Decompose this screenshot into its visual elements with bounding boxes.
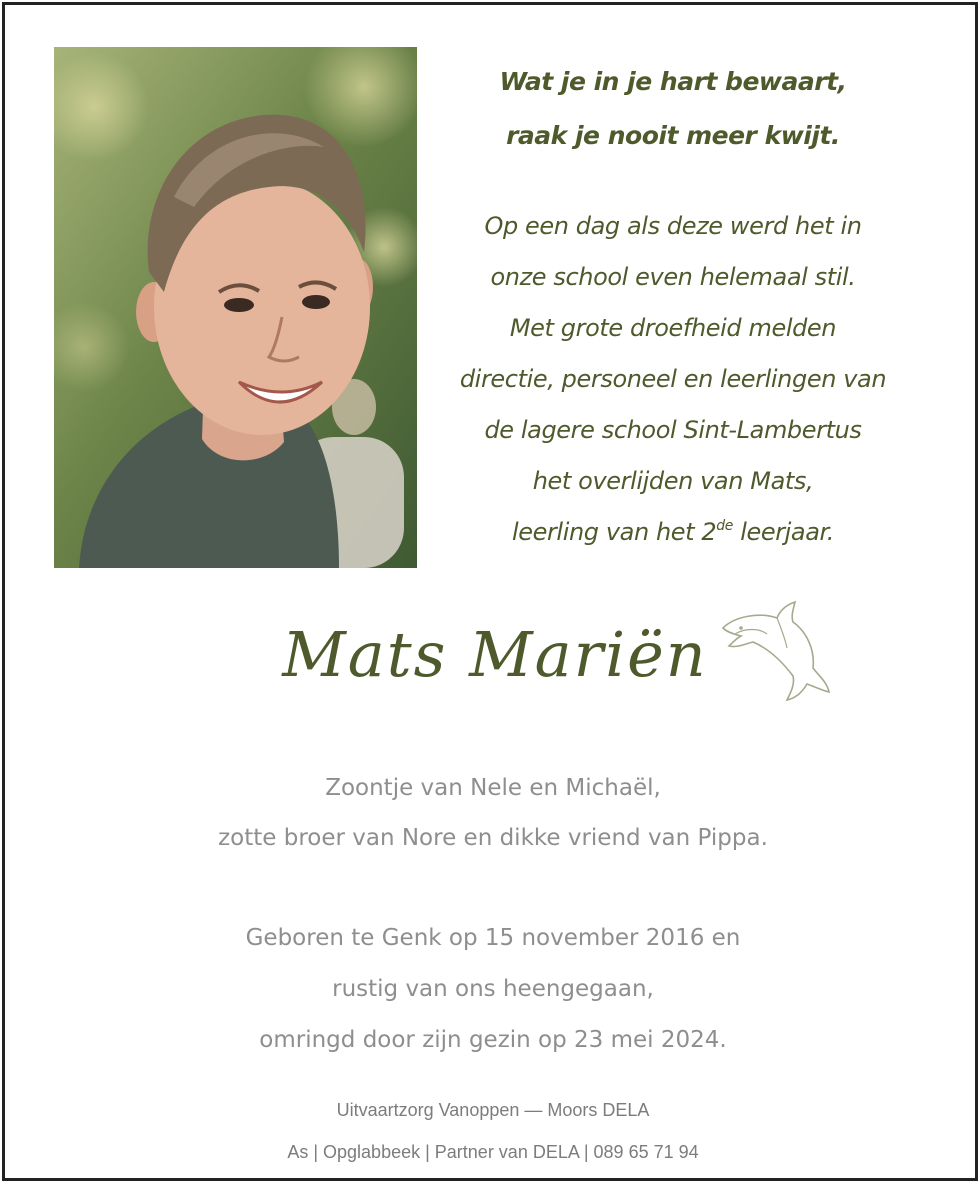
grade-suffix: de [716, 518, 733, 534]
grade-text-end: leerjaar. [732, 518, 835, 546]
funeral-home-name: Uitvaartzorg Vanoppen — Moors DELA [336, 1100, 650, 1120]
family-relations [5, 763, 980, 863]
birth-death-details [5, 913, 980, 1066]
deceased-name: Mats Mariën [282, 618, 708, 691]
family-line-1: Zoontje van Nele en Michaël, [325, 775, 661, 801]
portrait-photo [54, 47, 417, 568]
obituary-card [2, 2, 978, 1181]
memorial-quote [433, 55, 913, 163]
date-line: omringd door zijn gezin op 23 mei 2024. [259, 1027, 727, 1053]
name-block [225, 590, 845, 750]
announcement-line: de lagere school Sint-Lambertus [484, 416, 862, 444]
dolphin-icon [715, 598, 835, 712]
family-line-2: zotte broer van Nore en dikke vriend van Pippa. [218, 825, 768, 851]
quote-line-1: Wat je in je hart bewaart, [499, 67, 847, 96]
announcement-line: Met grote droefheid melden [509, 314, 837, 342]
grade-text: leerling van het 2 [511, 518, 717, 546]
passing-line: rustig van ons heengegaan, [332, 976, 654, 1002]
announcement-line: onze school even helemaal stil. [490, 263, 856, 291]
quote-line-2: raak je nooit meer kwijt. [506, 121, 840, 150]
announcement-line: het overlijden van Mats, [532, 467, 814, 495]
birth-line: Geboren te Genk op 15 november 2016 en [245, 925, 741, 951]
announcement-last-line [433, 507, 913, 558]
announcement-line: directie, personeel en leerlingen van [459, 365, 887, 393]
announcement-line: Op een dag als deze werd het in [484, 212, 862, 240]
funeral-home-contact: As | Opglabbeek | Partner van DELA | 089 65 71 94 [287, 1142, 699, 1162]
funeral-home-info [5, 1089, 980, 1173]
school-announcement [433, 201, 913, 558]
